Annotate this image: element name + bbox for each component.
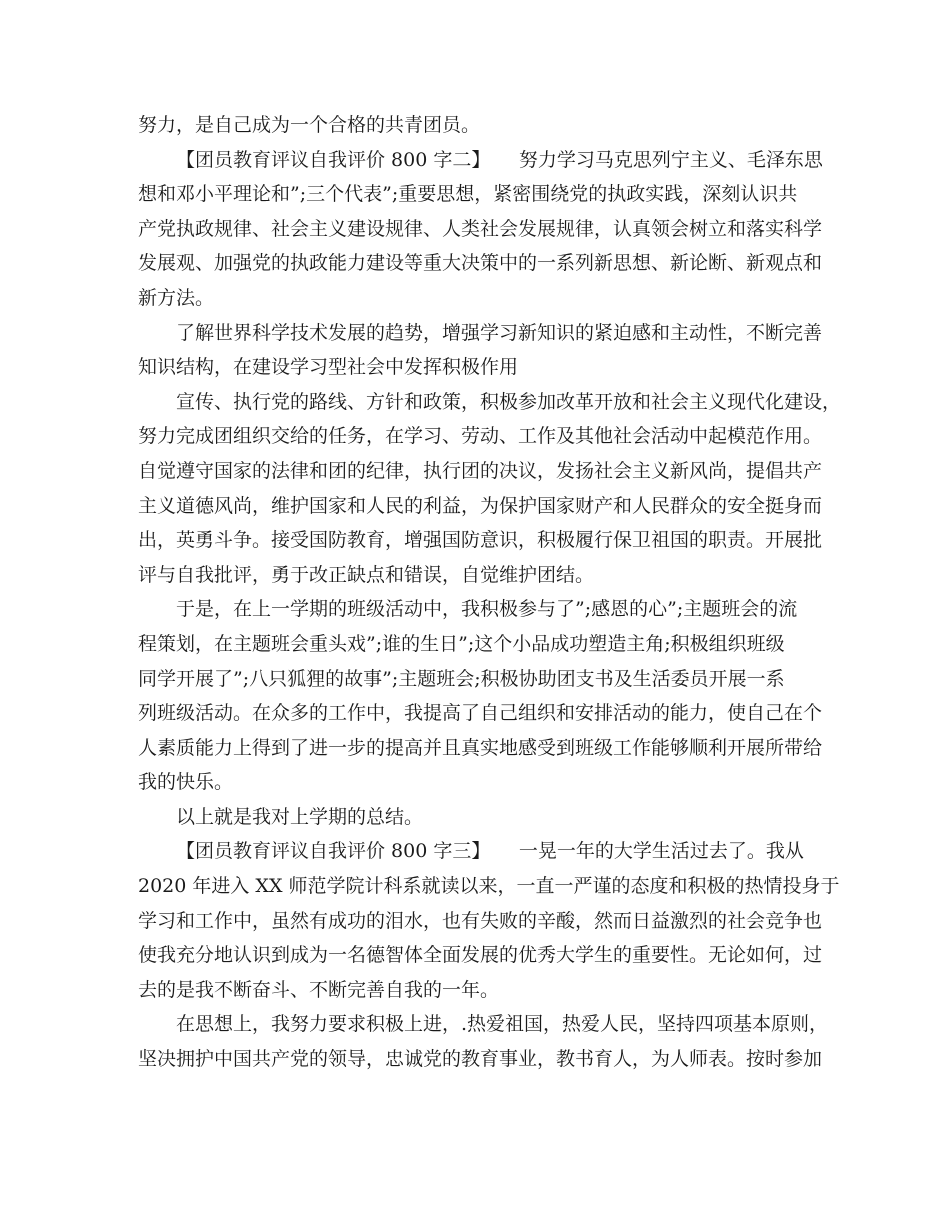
text-line: 人素质能力上得到了进一步的提高并且真实地感受到班级工作能够顺利开展所带给 xyxy=(138,736,823,759)
text-line: 发展观、加强党的执政能力建设等重大决策中的一系列新思想、新论断、新观点和 xyxy=(138,252,823,275)
paragraph-start-line: 在思想上，我努力要求积极上进，.热爱祖国，热爱人民，坚持四项基本原则， xyxy=(176,1013,829,1036)
text-line: 产党执政规律、社会主义建设规律、人类社会发展规律，认真领会树立和落实科学 xyxy=(138,217,823,240)
paragraph-start-line: 了解世界科学技术发展的趋势，增强学习新知识的紧迫感和主动性，不断完善 xyxy=(176,321,823,344)
paragraph-start-line: 于是，在上一学期的班级活动中，我积极参与了”;感恩的心”;主题班会的流 xyxy=(176,598,798,621)
text-line: 使我充分地认识到成为一名德智体全面发展的优秀大学生的重要性。无论如何，过 xyxy=(138,944,823,967)
text-line: 出，英勇斗争。接受国防教育，增强国防意识，积极履行保卫祖国的职责。开展批 xyxy=(138,529,823,552)
text-line: 评与自我批评，勇于改正缺点和错误，自觉维护团结。 xyxy=(138,563,595,586)
text-line: 去的是我不断奋斗、不断完善自我的一年。 xyxy=(138,978,500,1001)
text-line: 知识结构，在建设学习型社会中发挥积极作用 xyxy=(138,356,519,379)
text-line: 程策划，在主题班会重头戏”;谁的生日”;这个小品成功塑造主角;积极组织班级 xyxy=(138,632,785,655)
text-line: 同学开展了”;八只狐狸的故事”;主题班会;积极协助团支书及生活委员开展一系 xyxy=(138,667,785,690)
text-line: 我的快乐。 xyxy=(138,771,234,794)
text-line: 想和邓小平理论和”;三个代表”;重要思想，紧密围绕党的执政实践，深刻认识共 xyxy=(138,183,798,206)
paragraph-start-line: 宣传、执行党的路线、方针和政策，积极参加改革开放和社会主义现代化建设， xyxy=(176,390,842,413)
text-line: 新方法。 xyxy=(138,286,215,309)
section-heading-line: 【团员教育评议自我评价 800 字二】 努力学习马克思列宁主义、毛泽东思 xyxy=(176,148,823,171)
text-line: 主义道德风尚，维护国家和人民的利益，为保护国家财产和人民群众的安全挺身而 xyxy=(138,494,823,517)
document-page xyxy=(138,108,842,1077)
text-line: 列班级活动。在众多的工作中，我提高了自己组织和安排活动的能力，使自己在个 xyxy=(138,702,823,725)
section-heading-line: 【团员教育评议自我评价 800 字三】 一晃一年的大学生活过去了。我从 xyxy=(176,840,804,863)
text-line: 自觉遵守国家的法律和团的纪律，执行团的决议，发扬社会主义新风尚，提倡共产 xyxy=(138,459,823,482)
text-line: 2020 年进入 XX 师范学院计科系就读以来，一直一严谨的态度和积极的热情投身于 xyxy=(138,875,840,898)
text-line: 学习和工作中，虽然有成功的泪水，也有失败的辛酸，然而日益激烈的社会竞争也 xyxy=(138,909,823,932)
text-line: 坚决拥护中国共产党的领导，忠诚党的教育事业，教书育人，为人师表。按时参加 xyxy=(138,1048,823,1071)
paragraph-start-line: 以上就是我对上学期的总结。 xyxy=(176,805,424,828)
text-line: 努力完成团组织交给的任务，在学习、劳动、工作及其他社会活动中起模范作用。 xyxy=(138,425,823,448)
text-line: 努力，是自己成为一个合格的共青团员。 xyxy=(138,114,481,136)
